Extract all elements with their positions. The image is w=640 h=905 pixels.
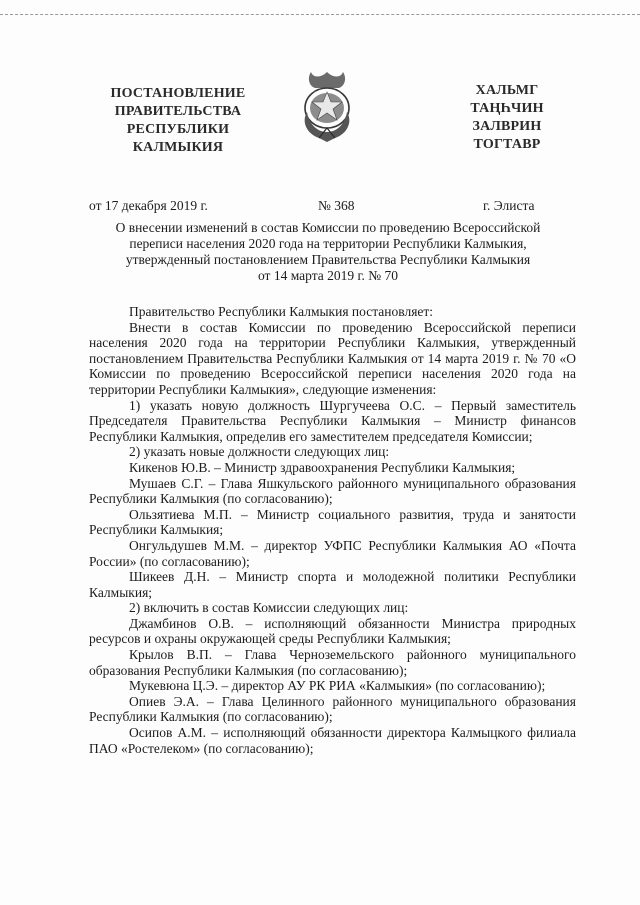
decree-number: № 368 xyxy=(318,198,355,213)
header-right-line: ТОГТАВР xyxy=(473,137,541,152)
paragraph-item-2-include: 2) включить в состав Комиссии следующих лиц: xyxy=(129,600,409,616)
paragraph-item-2: 2) указать новые должности следующих лиц: xyxy=(129,444,390,460)
title-line: от 14 марта 2019 г. № 70 xyxy=(257,268,399,283)
decree-title xyxy=(80,220,576,284)
header-right-line: ЗАЛВРИН xyxy=(472,119,542,134)
paragraph-member: Осипов А.М. – исполняющий обязанности директора Калмыцкого филиала ПАО «Ростелеком» (по согласованию); xyxy=(89,725,576,756)
paragraph-main-clause: Внести в состав Комиссии по проведению Всероссийской переписи населения 2020 года на территории Республики Калмыкия, утвержденный постановлением Правительства Республики Калмыкия от 14 марта 2019 г. № 70 «О Комиссии по проведению Всероссийской переписи населения 2020 года на территории Республики Калмыкия», следующие изменения: xyxy=(89,319,576,397)
paragraph-member: Крылов В.П. – Глава Черноземельского районного муниципального образования Республики Калмыкия (по согласованию); xyxy=(89,647,576,678)
paragraph-preamble: Правительство Республики Калмыкия постановляет: xyxy=(129,304,434,319)
title-line: переписи населения 2020 года на территории Республики Калмыкия, xyxy=(129,236,527,251)
header-left-line: ПОСТАНОВЛЕНИЕ xyxy=(110,86,246,101)
header-right-line: ХАЛЬМГ xyxy=(475,83,539,98)
paragraph-member: Онгульдушев М.М. – директор УФПС Республики Калмыкия АО «Почта России» (по согласованию); xyxy=(89,537,576,569)
paragraph-member: Мушаев С.Г. – Глава Яшкульского районного муниципального образования Республики Калмыкия (по согласованию); xyxy=(89,475,576,507)
header-right-kalmyk xyxy=(452,82,562,154)
paragraph-item-1: 1) указать новую должность Шургучеева О.С. – Первый заместитель Председателя Правительства Республики Калмыкия – Министр финансов Республики Калмыкия, определив его заместителем председателя Комиссии; xyxy=(89,397,576,444)
decree-body xyxy=(89,304,576,756)
title-line: утвержденный постановлением Правительства Республики Калмыкия xyxy=(125,252,531,267)
paragraph-member: Кикенов Ю.В. – Министр здравоохранения Республики Калмыкия; xyxy=(129,459,516,475)
coat-of-arms-emblem xyxy=(297,68,357,146)
header-left-line: ПРАВИТЕЛЬСТВА xyxy=(114,104,242,119)
decree-city: г. Элиста xyxy=(483,198,535,213)
decree-date: от 17 декабря 2019 г. xyxy=(89,198,208,213)
scan-top-border xyxy=(0,14,640,15)
header-right-line: ТАҢҺЧИН xyxy=(470,101,544,116)
paragraph-member: Шикеев Д.Н. – Министр спорта и молодежной политики Республики Калмыкия; xyxy=(89,569,576,600)
title-line: О внесении изменений в состав Комиссии по проведению Всероссийской xyxy=(115,220,541,235)
header-left-line: КАЛМЫКИЯ xyxy=(132,140,224,155)
paragraph-member: Опиев Э.А. – Глава Целинного районного муниципального образования Республики Калмыкия (по согласованию); xyxy=(89,693,576,725)
paragraph-member: Ользятиева М.П. – Министр социального развития, труда и занятости Республики Калмыкия; xyxy=(89,506,576,538)
header-left-line: РЕСПУБЛИКИ xyxy=(126,122,230,137)
paragraph-member: Мукевюна Ц.Э. – директор АУ РК РИА «Калмыкия» (по согласованию); xyxy=(129,678,546,694)
header-left-russian xyxy=(92,85,264,157)
paragraph-member: Джамбинов О.В. – исполняющий обязанности Министра природных ресурсов и охраны окружающей среды Республики Калмыкия; xyxy=(89,615,576,647)
